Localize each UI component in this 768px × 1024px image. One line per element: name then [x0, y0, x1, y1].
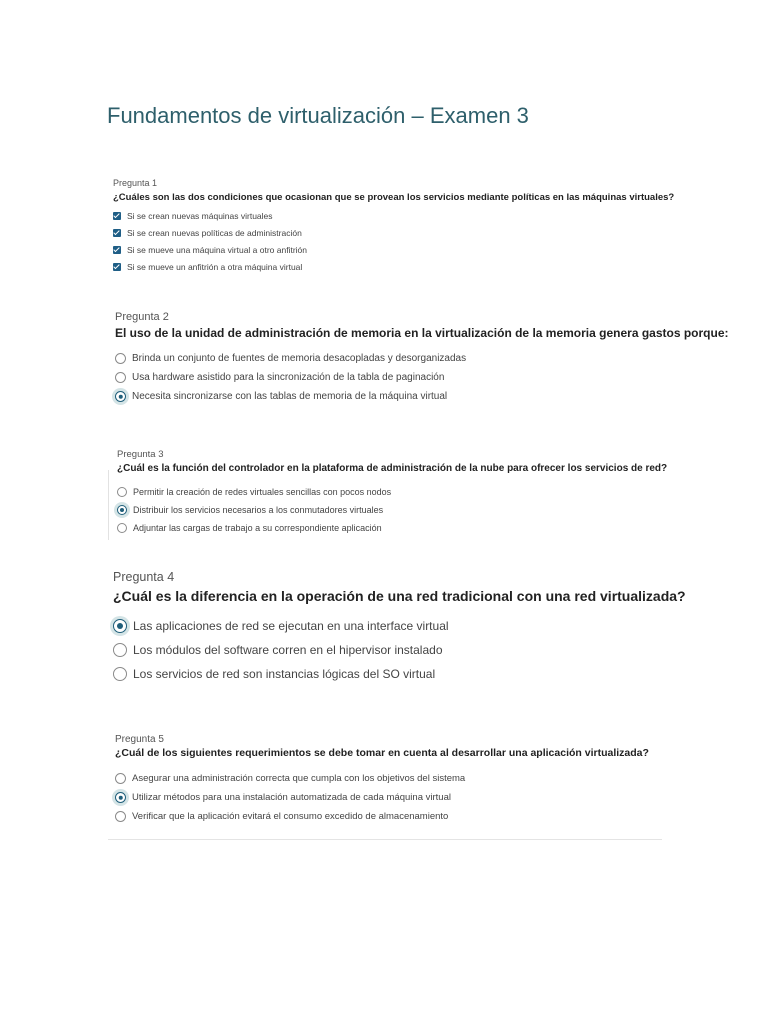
question-5: [115, 734, 649, 826]
option-1[interactable]: [117, 483, 667, 501]
radio-selected-icon[interactable]: [115, 391, 126, 402]
divider: [108, 470, 109, 540]
checkbox-checked-icon[interactable]: [113, 212, 121, 220]
option-label: Las aplicaciones de red se ejecutan en una interface virtual: [133, 619, 449, 633]
option-label: Los servicios de red son instancias lógicas del SO virtual: [133, 667, 436, 681]
option-2[interactable]: [117, 501, 667, 519]
radio-icon[interactable]: [117, 523, 127, 533]
question-1: [113, 178, 674, 271]
option-label: Necesita sincronizarse con las tablas de memoria de la máquina virtual: [132, 391, 448, 402]
checkbox-checked-icon[interactable]: [113, 263, 121, 271]
option-label: Si se mueve una máquina virtual a otro anfitrión: [127, 244, 308, 255]
option-1[interactable]: [115, 349, 729, 368]
radio-icon[interactable]: [115, 353, 126, 364]
option-1[interactable]: [115, 769, 649, 788]
question-text: El uso de la unidad de administración de memoria en la virtualización de la memoria genera gastos porque:: [115, 326, 729, 340]
option-label: Si se crean nuevas políticas de administración: [127, 227, 302, 238]
checkbox-checked-icon[interactable]: [113, 246, 121, 254]
option-label: Usa hardware asistido para la sincronización de la tabla de paginación: [132, 372, 445, 383]
options-list: [113, 614, 686, 686]
option-label: Adjuntar las cargas de trabajo a su correspondiente aplicación: [133, 523, 382, 533]
option-3[interactable]: [115, 807, 649, 826]
option-3[interactable]: [115, 387, 729, 406]
option-label: Los módulos del software corren en el hipervisor instalado: [133, 643, 443, 657]
option-2[interactable]: [115, 368, 729, 387]
question-text: ¿Cuál es la función del controlador en la plataforma de administración de la nube para ofrecer los servicios de red?: [117, 463, 668, 474]
question-label: Pregunta 4: [113, 570, 175, 584]
option-3[interactable]: [113, 662, 686, 686]
question-2: [115, 311, 729, 406]
question-label: Pregunta 1: [113, 178, 158, 188]
question-text: ¿Cuál es la diferencia en la operación de una red tradicional con una red virtualizada?: [113, 588, 686, 604]
option-label: Utilizar métodos para una instalación automatizada de cada máquina virtual: [132, 792, 451, 803]
option-2[interactable]: [113, 638, 686, 662]
option-1[interactable]: [113, 211, 674, 220]
radio-icon[interactable]: [115, 811, 126, 822]
option-label: Asegurar una administración correcta que cumpla con los objetivos del sistema: [132, 773, 466, 784]
option-3[interactable]: [113, 245, 674, 254]
option-label: Si se mueve un anfitrión a otra máquina virtual: [127, 261, 303, 272]
option-2[interactable]: [115, 788, 649, 807]
radio-selected-icon[interactable]: [115, 792, 126, 803]
radio-selected-icon[interactable]: [117, 505, 127, 515]
page-title: Fundamentos de virtualización – Examen 3: [107, 102, 529, 128]
option-label: Permitir la creación de redes virtuales sencillas con pocos nodos: [133, 487, 392, 497]
checkbox-checked-icon[interactable]: [113, 229, 121, 237]
question-text: ¿Cuáles son las dos condiciones que ocasionan que se provean los servicios mediante políticas en las máquinas virtuales?: [113, 192, 675, 203]
question-3: [117, 449, 667, 537]
option-label: Distribuir los servicios necesarios a los conmutadores virtuales: [133, 505, 384, 515]
option-1[interactable]: [113, 614, 686, 638]
option-3[interactable]: [117, 519, 667, 537]
radio-selected-icon[interactable]: [113, 619, 127, 633]
options-list: [115, 769, 649, 826]
option-4[interactable]: [113, 262, 674, 271]
options-list: [115, 349, 729, 406]
radio-icon[interactable]: [117, 487, 127, 497]
options-list: [113, 211, 674, 271]
option-2[interactable]: [113, 228, 674, 237]
radio-icon[interactable]: [113, 667, 127, 681]
question-4: [113, 570, 686, 686]
divider: [108, 839, 662, 840]
radio-icon[interactable]: [113, 643, 127, 657]
radio-icon[interactable]: [115, 372, 126, 383]
question-text: ¿Cuál de los siguientes requerimientos se debe tomar en cuenta al desarrollar una aplicación virtualizada?: [115, 747, 649, 759]
question-label: Pregunta 5: [115, 734, 164, 745]
radio-icon[interactable]: [115, 773, 126, 784]
question-label: Pregunta 3: [117, 449, 164, 460]
option-label: Verificar que la aplicación evitará el consumo excedido de almacenamiento: [132, 811, 449, 822]
option-label: Brinda un conjunto de fuentes de memoria desacopladas y desorganizadas: [132, 353, 467, 364]
option-label: Si se crean nuevas máquinas virtuales: [127, 210, 273, 221]
options-list: [117, 483, 667, 537]
question-label: Pregunta 2: [115, 311, 169, 323]
